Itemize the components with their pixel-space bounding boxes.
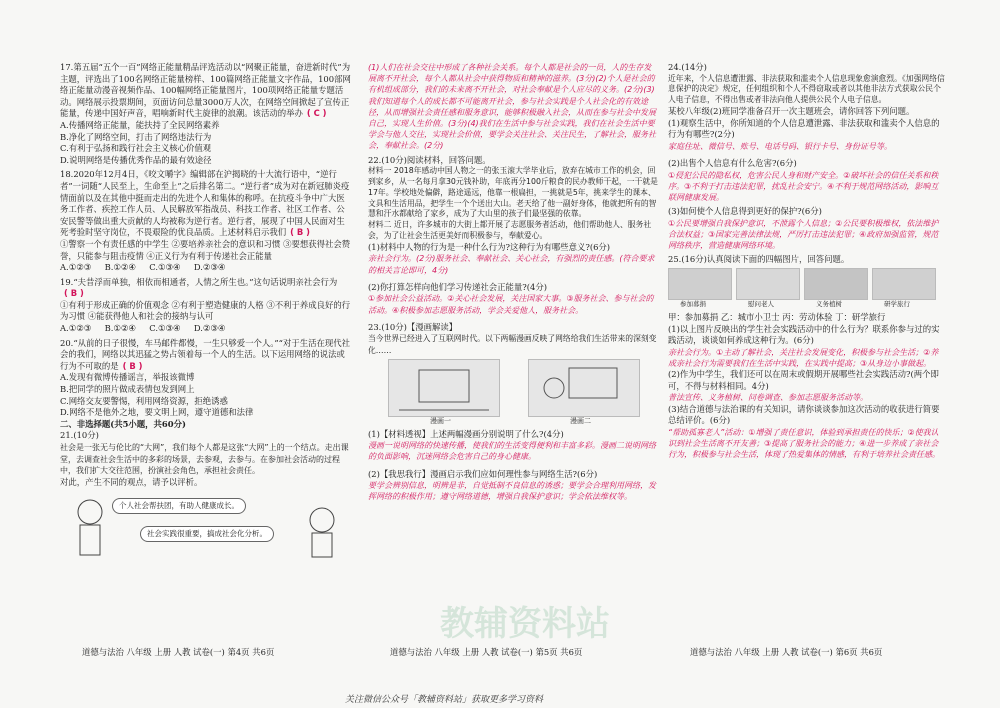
q24-sub2-answer: ①侵犯公民的隐私权，危害公民人身和财产安全。②破坏社会的信任关系和秩序。③不利于打击违法犯罪，扰乱社会安宁。④不利于规范网络活动，影响互联网健康发展。 [668, 170, 939, 202]
q23-sub2-answer: 要学会辨别信息，明辨是非，自觉抵制不良信息的诱惑；要学会合理利用网络，发挥网络的积极作用；遵守网络道德，增强自我保护意识；学会依法维权等。 [368, 481, 656, 502]
q17-option-a: A.传播网络正能量，能扶持了全民网络素养 [60, 119, 220, 130]
q20-option-a: A.发现有微博传播谣言，举报该微博 [60, 372, 195, 383]
photo-2 [736, 268, 800, 300]
q23-sub1: (1)【材料透视】上述两幅漫画分别说明了什么?(4分) [368, 428, 564, 439]
q21-material: 社会是一张无与伦比的“大网”，我们每个人都是这张“大网”上的一个结点。走出课堂，去调查社会生活中的多彩的场景，去参观，去参与。在参加社会活动的过程中，我们扩大交往范围，扮演社会角色，承担社会责任。 [60, 443, 349, 476]
page-4-footer: 道德与法治 八年级 上册 人教 试卷(一) 第4页 共6页 [82, 647, 275, 657]
q18-choice-d: D.②③④ [193, 262, 226, 273]
q19-choice-b: B.①②④ [104, 323, 136, 334]
q21-ask: 对此，产生不同的观点，请予以评析。 [60, 476, 203, 487]
q22-material-2: 材料二 近日，许多城市的大街上都开展了志愿服务者活动，他们帮助他人、服务社会，为了让社会生活更美好而积极参与，奉献爱心。 [368, 220, 652, 240]
q18-choices [60, 262, 352, 274]
q25-sub2-answer: 普法宣传、义务植树、问卷调查、参加志愿服务活动等。 [668, 393, 868, 403]
q23-sub1-answer: 漫画一说明网络的快速传播，使我们的生活变得便利和丰富多彩。漫画二说明网络的负面影响，沉迷网络会危害自己的身心健康。 [368, 441, 656, 462]
bottom-handwritten-note: 关注微信公众号「教辅资料站」获取更多学习资料 [345, 695, 544, 705]
q25-sub1-answer: 亲社会行为。①主动了解社会，关注社会发展变化，积极参与社会生活；②养成亲社会行为需要我们在生活中实践，在实践中提高；③从身边小事做起。 [668, 347, 939, 368]
q19-stem: 19.“夫昔浮而单独，相依而相通者，人情之所生也。”这句话说明亲社会行为( B ) [60, 276, 338, 299]
q21-cartoon [60, 490, 352, 560]
q18-choice-b: B.①②④ [104, 262, 136, 273]
page-6-footer: 道德与法治 八年级 上册 人教 试卷(一) 第6页 共6页 [690, 647, 883, 657]
q22-sub1: (1)材料中人物的行为是一种什么行为?这种行为有哪些意义?(6分) [368, 241, 611, 252]
section-2-heading: 二、非选择题(共5小题，共60分) [60, 418, 186, 429]
watermark: 教辅资料站 [440, 604, 610, 644]
q22-sub2-answer: ①参加社会公益活动。②关心社会发展，关注国家大事。③服务社会、参与社会的活动。④积极参加志愿服务活动，学会关爱他人，服务社会。 [368, 294, 654, 315]
q23-cartoons [368, 359, 658, 427]
cartoon-1-label: 漫画一 [430, 416, 451, 425]
q25-head: 25.(16分)认真阅读下面的四幅图片，回答问题。 [668, 254, 850, 265]
photo-2-caption: 慰问老人 [748, 299, 774, 308]
q17-option-b: B.净化了网络空间，打击了网络违法行为 [60, 131, 212, 142]
q25-legend: 甲：参加募捐 乙：城市小卫士 丙：劳动体验 丁：研学旅行 [668, 311, 886, 322]
q24-sub3-answer: ①公民要增强自我保护意识，不泄露个人信息；②公民要积极维权，依法维护合法权益；③国家完善法律法规，严厉打击违法犯罪；④政府加强监管，规范网络秩序，营造健康网络环境。 [668, 218, 939, 251]
q24-sub1: (1)观察生活中，你所知道的个人信息遭泄露、非法获取和滥卖个人信息的行为有哪些?(2分) [668, 117, 940, 140]
q25-sub3-answer: “帮助孤寡老人”活动：①增强了责任意识，体验到承担责任的快乐；②使我认识到社会生活离不开友善；③提高了服务社会的能力；④进一步养成了亲社会行为，积极参与社会生活，体现了热爱集体的情感，有利于培养社会责任感。 [668, 427, 940, 460]
q17-option-c: C.有利于弘扬和践行社会主义核心价值观 [60, 143, 212, 154]
q25-sub2: (2)作为中学生，我们还可以在周末或假期开展哪些社会实践活动?(两个即可，不得与材料相同。4分) [668, 369, 939, 391]
column-page-5 [368, 62, 658, 503]
photo-3 [804, 268, 868, 300]
q19-choice-c: C.①③④ [149, 323, 181, 334]
q20-answer: ( B ) [122, 360, 143, 371]
q19-answer: ( B ) [64, 288, 84, 299]
photo-4-caption: 研学旅行 [884, 299, 910, 308]
q17-stem: 17.第五届“五个一百”网络正能量精品评选活动以“网聚正能量，奋进新时代”为主题，评选出了100名网络正能量榜样、100篇网络正能量文字作品，100部网络正能量动漫音视频作品、100幅网络正能量图片，100项网络正能量专题活动。网络展示投票期间，页面访问总量3000万人次，在网络空间掀起了宣传正能量，传递中国好声音，唱响新时代主旋律的浪潮。该活动的举办 ( C ) [60, 62, 351, 119]
photo-3-caption: 义务植树 [816, 299, 842, 308]
q22-sub2: (2)你打算怎样向他们学习传递社会正能量?(4分) [368, 281, 547, 292]
q20-stem: 20.“从前的日子很慢，车马邮件都慢，一生只够爱一个人。”“对于生活在现代社会的我们，网络以其迅猛之势占领着每一个人的生活。以下运用网络的说法或行为不可取的是 ( B ) [60, 337, 350, 371]
q25-sub1: (1)以上图片反映出的学生社会实践活动中的什么行为？联系你参与过的实践活动，谈谈如何养成这种行为。(6分) [668, 323, 940, 346]
q19-choice-d: D.②③④ [193, 323, 226, 334]
photo-1-caption: 参加募捐 [680, 299, 706, 308]
q17-answer: ( C ) [306, 108, 327, 119]
q23-intro: 当今世界已经进入了互联网时代。以下两幅漫画反映了网络给我们生活带来的深刻变化…… [368, 334, 657, 355]
q23-sub2: (2)【我思我行】漫画启示我们应如何理性参与网络生活?(6分) [368, 468, 598, 479]
q25-sub3: (3)结合道德与法治课的有关知识，请你谈谈参加这次活动的收获进行简要总结评价。(6分) [668, 403, 940, 426]
q19-choice-a: A.①②③ [60, 323, 92, 334]
column-page-4 [60, 62, 352, 562]
cartoon-1-image [388, 359, 500, 417]
q22-sub1-answer: 亲社会行为。(2分)服务社会、奉献社会、关心社会，有强烈的责任感。(符合要求的相关言论即可，4分) [368, 254, 655, 275]
q20-option-c: C.网络交友要警惕，利用网络资源，拒绝诱惑 [60, 395, 228, 406]
q24-head: 24.(14分) [668, 62, 707, 72]
cartoon-2-image [528, 359, 640, 417]
q22-material-1: 材料一 2018年感动中国人物之一的张玉滚大学毕业后，放弃在城市工作的机会，回到家乡，从一名每月拿30元钱补助，年底再分100斤粮食的民办教师干起，一干就是17年。学校地处偏僻，路途遥远，他靠一根扁担，一挑就是5年，挑来学生的课本、文具和生活用品，把学生一个个送出大山。老天给了他一副好身体，他就把所有的智慧和汗水都献给了家乡，成为了大山里的孩子们最坚强的依靠。 [368, 166, 658, 219]
photo-1 [668, 268, 732, 300]
q18-stem: 18.2020年12月4日，《咬文嚼字》编辑部在沪揭晓的十大流行语中，“逆行者”一词随“人民至上，生命至上”之后排名第二。“逆行者”成为对在新冠肺炎疫情面前以及在其他中挺而走出的先进个人和集体的称呼。在抗疫斗争中广大医务工作者、疾控工作人员、人民解放军指战员、科技工作者、社区工作者、公安民警等做出重大贡献的人均被称为逆行者。逆行者，展现了中国人民面对生死考验时坚守岗位，不畏艰险的优良品质。上述材料启示我们 ( B ) [60, 169, 350, 238]
q19-statements: ①有利于形成正确的价值观念 ②有利于塑造健康的人格 ③不利于养成良好的行为习惯 ④能获得他人和社会的接纳与认可 [60, 299, 351, 322]
page-5-footer: 道德与法治 八年级 上册 人教 试卷(一) 第5页 共6页 [390, 647, 583, 657]
q23-head: 23.(10分)【漫画解读】 [368, 321, 458, 332]
cartoon-2-label: 漫画二 [570, 416, 591, 425]
q18-statements: ①警察一个有责任感的中学生 ②要培养亲社会的意识和习惯 ③要想获得社会赞誉，只能参与阻击疫情 ④正义行为有利于传递社会正能量 [60, 238, 351, 261]
q17-option-d: D.说明网络是传播优秀作品的最有效途径 [60, 154, 212, 165]
speech-bubble-2: 社会实践很重要，搞成社会化分析。 [140, 526, 274, 542]
q21-handwritten-answer: (1)人们在社会交往中形成了各种社会关系。每个人都是社会的一员，人的生存发展离不开社会，每个人都从社会中获得物质和精神的滋养。(3分)(2)个人是社会的有机组成部分，我们的未来离不开社会，对社会奉献是个人应尽的义务。(2分)(3)我们知道每个人的成长都不可能离开社会，参与社会实践是个人社会化的有效途径，从而增强社会责任感和服务意识，能够积极融入社会，从而在参与社会中发展自己，实现人生价值。(3分)(4)我们在生活中参与社会实践，我们在社会生活中要学会与他人交往，实现社会价值，要学会关注社会、关注民生，了解社会，服务社会，奉献社会。(2分) [368, 63, 656, 151]
q24-sub1-answer: 家庭住址、微信号、账号、电话号码、银行卡号、身份证号等。 [668, 141, 892, 151]
q24-material: 近年来，个人信息遭泄露、非法获取和滥卖个人信息现象愈演愈烈。《加强网络信息保护的决定》规定，任何组织和个人不得窃取或者以其他非法方式获取公民个人电子信息，不得出售或者非法向他人提供公民个人电子信息。 [668, 73, 945, 105]
q24-sub3: (3)如何使个人信息得到更好的保护?(6分) [668, 206, 822, 217]
q20-option-b: B.把同学的照片做成表情包发到网上 [60, 384, 195, 395]
q19-choices [60, 323, 352, 335]
q24-sub2: (2)出售个人信息有什么危害?(6分) [668, 157, 797, 168]
q22-head: 22.(10分)阅读材料，回答问题。 [368, 154, 491, 165]
speech-bubble-1: 个人社会帮扶团，有助人健康成长。 [112, 498, 246, 514]
q25-photos [668, 268, 946, 310]
q18-choice-c: C.①③④ [149, 262, 181, 273]
q20-option-d: D.网络不是他外之地，要文明上网，遵守道德和法律 [60, 407, 254, 418]
q24-intro: 某校八年级(2)班同学准备召开一次主题班会，请你回答下列问题。 [668, 105, 915, 116]
q21-head: 21.(10分) [60, 430, 99, 441]
q18-answer: ( B ) [290, 227, 310, 238]
photo-4 [872, 268, 936, 300]
column-page-6 [668, 62, 946, 460]
q18-choice-a: A.①②③ [60, 262, 92, 273]
